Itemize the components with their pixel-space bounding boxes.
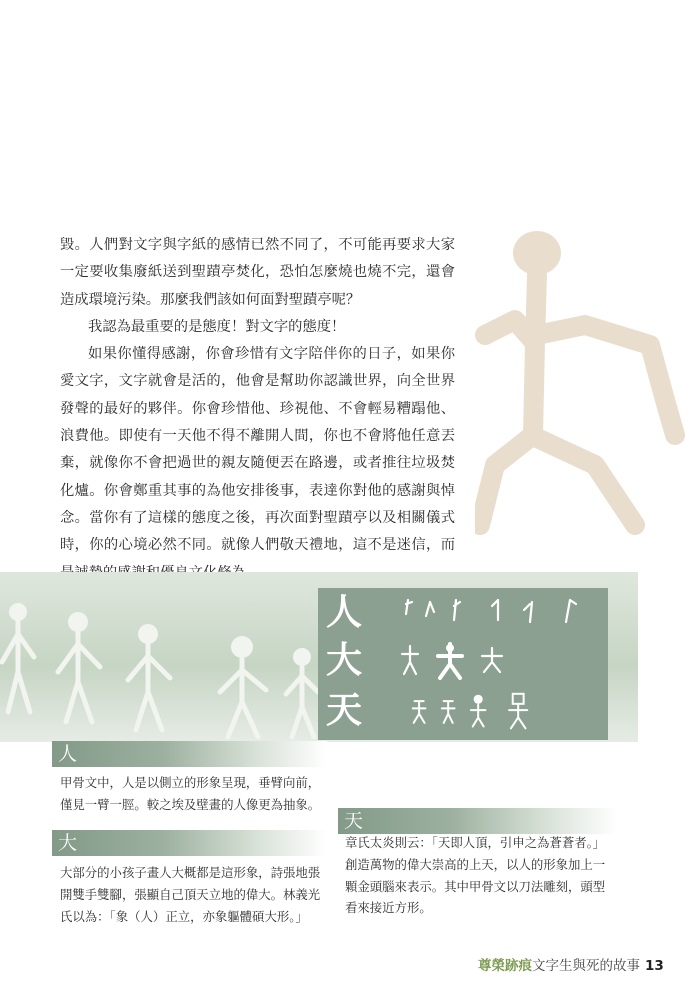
main-text-column xyxy=(60,232,455,587)
section-header-da xyxy=(52,830,327,856)
big-char-da: 大 xyxy=(326,639,363,681)
paragraph-1: 毀。人們對文字與字紙的感情已然不同了，不可能再要求大家一定要收集廢紙送到聖蹟亭焚化，恐怕怎麼燒也燒不完，還會造成環境污染。那麼我們該如何面對聖蹟亭呢？ xyxy=(60,237,455,308)
footer-brand: 尊榮跡痕 xyxy=(478,958,532,974)
char-row-tian xyxy=(318,688,608,734)
char-row-ren xyxy=(318,590,608,636)
section-header-tian xyxy=(338,808,618,834)
section-text-ren: 甲骨文中，人是以側立的形象呈現，垂臂向前，僅見一臂一脛。較之埃及壁畫的人像更為抽象。 xyxy=(60,775,321,812)
tian-glyph-variants xyxy=(400,692,600,732)
paragraph-2: 我認為最重要的是態度！對文字的態度！ xyxy=(88,318,346,335)
footer-subtitle: 文字生與死的故事 xyxy=(532,958,640,974)
section-text-da: 大部分的小孩子畫人大概都是這形象，詩張地張開雙手雙腳，張顯自己頂天立地的偉大。林義光氏以為：「象（人）正立，亦象軀體碩大形。」 xyxy=(60,865,321,924)
section-title-tian: 天 xyxy=(344,810,364,832)
big-char-tian: 天 xyxy=(326,689,363,731)
ren-glyph-variants xyxy=(400,594,600,634)
section-header-ren xyxy=(52,741,327,767)
section-title-da: 大 xyxy=(58,832,78,854)
character-evolution-panel xyxy=(318,588,608,740)
page-number: 13 xyxy=(645,958,664,974)
stick-figures-illustration xyxy=(0,572,325,742)
char-row-da xyxy=(318,638,608,684)
page-footer xyxy=(478,955,678,977)
pictograph-figure-decoration xyxy=(475,225,700,555)
paragraph-3: 如果你懂得感謝，你會珍惜有文字陪伴你的日子，如果你愛文字，文字就會是活的，他會是幫助你認識世界，向全世界發聲的最好的夥伴。你會珍惜他、珍視他、不會輕易糟蹋他、浪費他。即使有一天他不得不離開人間，你也不會將他任意丟棄，就像你不會把過世的親友隨便丟在路邊，或者推往垃圾焚化爐。你會鄭重其事的為他安排後事，表達你對他的感謝與悼念。當你有了這樣的態度之後，再次面對聖蹟亭以及相關儀式時，你的心境必然不同。就像人們敬天禮地，這不是迷信，而 xyxy=(60,346,455,554)
big-char-ren: 人 xyxy=(326,591,363,633)
section-text-tian: 章氏太炎則云：「天即人頂，引申之為蒼蒼者。」創造萬物的偉大崇高的上天，以人的形象加上一顆金頭腦來表示。其中甲骨文以刀法雕刻，頭型看來接近方形。 xyxy=(345,835,606,916)
da-glyph-variants xyxy=(400,642,600,682)
section-title-ren: 人 xyxy=(58,743,78,765)
